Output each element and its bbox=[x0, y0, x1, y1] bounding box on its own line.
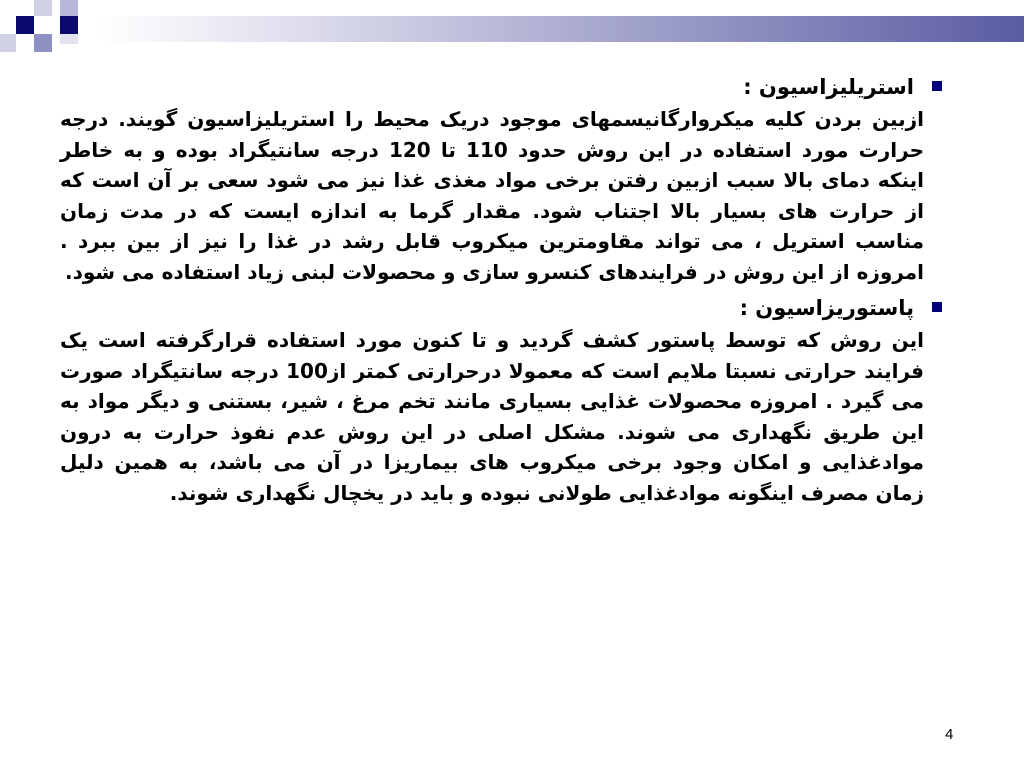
section-heading-sterilization bbox=[60, 72, 950, 102]
bullet-square-icon bbox=[932, 302, 942, 312]
decor-square-dark-1 bbox=[16, 16, 34, 34]
decor-square-dark-2 bbox=[60, 16, 78, 34]
decor-square-light-3 bbox=[60, 34, 78, 44]
header-gradient-bar bbox=[100, 16, 1024, 42]
bullet-square-icon bbox=[932, 81, 942, 91]
section-heading-pasteurization bbox=[60, 293, 950, 323]
decor-square-light-1 bbox=[34, 0, 52, 16]
section-body-pasteurization: این روش که توسط پاستور کشف گردید و تا کنون مورد استفاده قرارگرفته است یک فرایند حرارتی نسبتا ملایم است که معمولا درحرارتی کمتر از100 درجه سانتیگراد صورت می گیرد . امروزه محصولات غذایی بسیاری مانند تخم مرغ ، شیر، بستنی و دیگر مواد به این طریق نگهداری می شوند. مشکل اصلی در این روش عدم نفوذ حرارت به درون موادغذایی و امکان وجود برخی میکروب های بیماریزا در آن می باشد، به همین دلیل زمان مصرف اینگونه موادغذایی طولانی نبوده و باید در یخچال نگهداری شوند. bbox=[60, 328, 924, 505]
section-body-sterilization: ازبین بردن کلیه میکروارگانیسمهای موجود دریک محیط را استریلیزاسیون گویند. درجه حرارت مورد استفاده در این روش حدود 110 تا 120 درجه سانتیگراد بوده و به خاطر اینکه دمای بالا سبب ازبین رفتن برخی مواد مغذی غذا نیز می شود سعی بر آن است که از حرارت های بسیار بالا اجتناب شود. مقدار گرما به اندازه ایست که در مدت زمان مناسب استریل ، می تواند مقاومترین میکروب قابل رشد در غذا را نیز از بین ببرد . امروزه از این روش در فرایندهای کنسرو سازی و محصولات لبنی زیاد استفاده می شود. bbox=[60, 107, 924, 284]
page-number: 4 bbox=[945, 726, 954, 743]
decor-square-mid-2 bbox=[34, 34, 52, 52]
heading-text: استریلیزاسیون : bbox=[743, 75, 914, 99]
slide-content bbox=[60, 72, 950, 514]
heading-text: پاستوریزاسیون : bbox=[739, 296, 914, 320]
decor-square-light-2 bbox=[0, 34, 16, 52]
decor-square-mid-1 bbox=[60, 0, 78, 16]
